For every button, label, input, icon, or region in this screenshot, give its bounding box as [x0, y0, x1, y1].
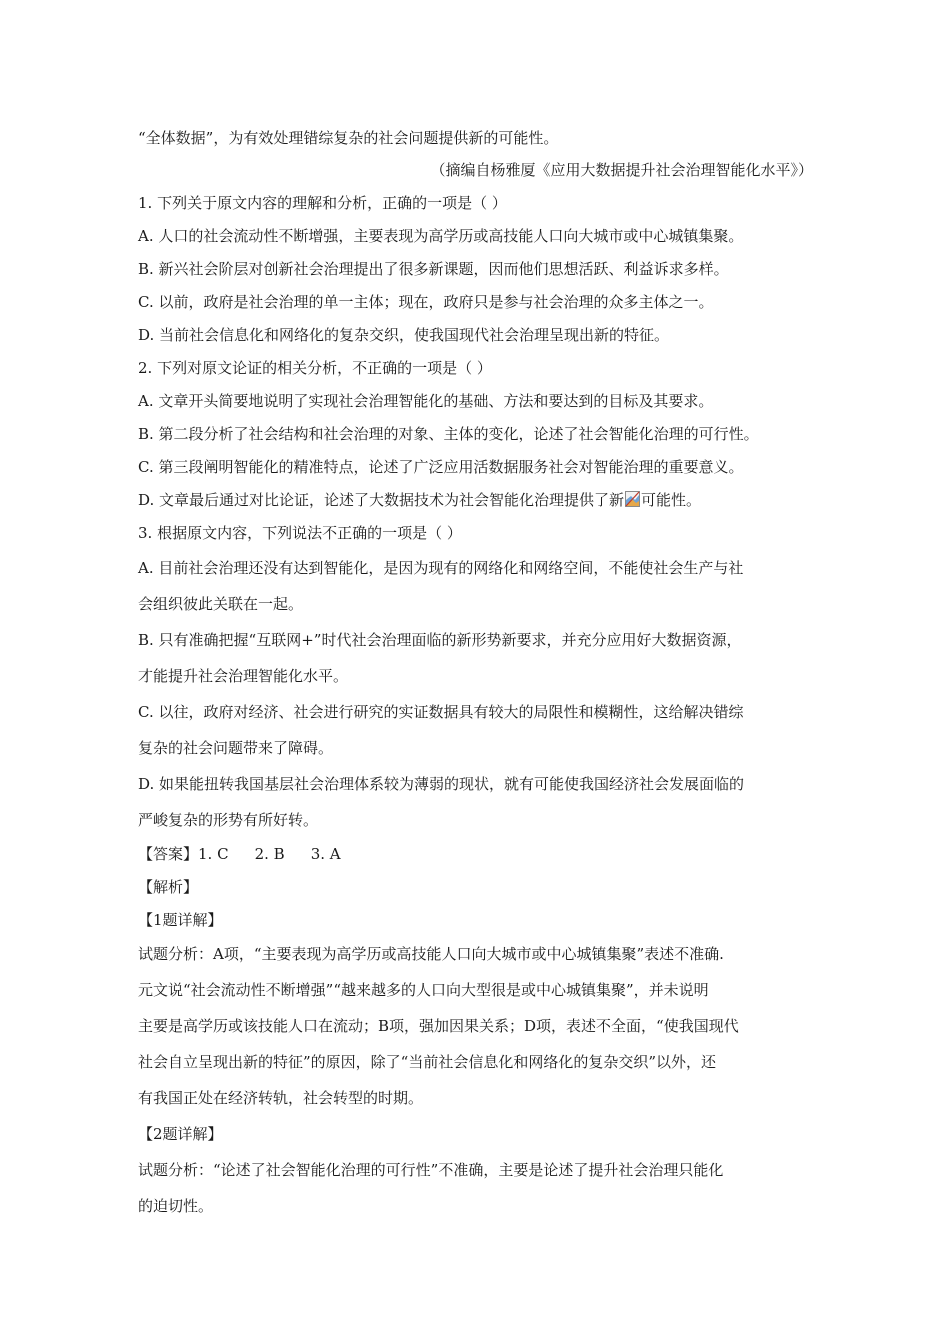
answer-2: 2. B — [254, 845, 285, 863]
detail-1-line: 试题分析：A项，“主要表现为高学历或高技能人口向大城市或中心城镇集聚”表述不准确. — [138, 945, 724, 963]
detail-2-line: 试题分析：“论述了社会智能化治理的可行性”不准确，主要是论述了提升社会治理只能化 — [138, 1161, 724, 1179]
question-3-option-b-line1: B. 只有准确把握“互联网+”时代社会治理面临的新形势新要求，并充分应用好大数据资源， — [138, 631, 742, 649]
question-2-option-d-text: D. 文章最后通过对比论证，论述了大数据技术为社会智能化治理提供了新 — [138, 491, 625, 509]
question-2-option-c: C. 第三段阐明智能化的精准特点，论述了广泛应用活数据服务社会对智能治理的重要意义。 — [138, 458, 744, 476]
answer-line — [138, 844, 341, 864]
answer-label: 【答案】 — [138, 845, 199, 863]
question-3-option-c-line2: 复杂的社会问题带来了障碍。 — [138, 739, 334, 757]
question-2-option-d — [138, 490, 701, 510]
detail-1-line: 有我国正处在经济转轨，社会转型的时期。 — [138, 1089, 424, 1107]
question-1-option-c: C. 以前，政府是社会治理的单一主体；现在，政府只是参与社会治理的众多主体之一。 — [138, 293, 714, 311]
question-3-stem: 3. 根据原文内容，下列说法不正确的一项是（ ） — [138, 524, 462, 542]
question-3-option-d-line1: D. 如果能扭转我国基层社会治理体系较为薄弱的现状，就有可能使我国经济社会发展面临的 — [138, 775, 745, 793]
question-2-option-b: B. 第二段分析了社会结构和社会治理的对象、主体的变化，论述了社会智能化治理的可行性。 — [138, 425, 759, 443]
question-1-stem: 1. 下列关于原文内容的理解和分析，正确的一项是（ ） — [138, 194, 507, 212]
source-citation: （摘编自杨雅厦《应用大数据提升社会治理智能化水平》） — [430, 161, 813, 179]
detail-2-title: 【2题详解】 — [138, 1125, 223, 1143]
detail-1-line: 元文说“社会流动性不断增强”“越来越多的人口向大型很是或中心城镇集聚”，并未说明 — [138, 981, 709, 999]
question-3-option-a-line1: A. 目前社会治理还没有达到智能化，是因为现有的网络化和网络空间，不能使社会生产与社 — [138, 559, 744, 577]
question-3-option-d-line2: 严峻复杂的形势有所好转。 — [138, 811, 319, 829]
detail-1-title: 【1题详解】 — [138, 911, 223, 929]
question-1-option-a: A. 人口的社会流动性不断增强，主要表现为高学历或高技能人口向大城市或中心城镇集聚。 — [138, 227, 744, 245]
intro-line: “全体数据”，为有效处理错综复杂的社会问题提供新的可能性。 — [138, 129, 559, 147]
question-2-stem: 2. 下列对原文论证的相关分析，不正确的一项是（ ） — [138, 359, 492, 377]
detail-2-line: 的迫切性。 — [138, 1197, 214, 1215]
answer-3: 3. A — [310, 845, 341, 863]
answer-1: 1. C — [198, 845, 229, 863]
question-2-option-a: A. 文章开头简要地说明了实现社会治理智能化的基础、方法和要达到的目标及其要求。 — [138, 392, 714, 410]
analysis-label: 【解析】 — [138, 878, 199, 896]
question-1-option-b: B. 新兴社会阶层对创新社会治理提出了很多新课题，因而他们思想活跃、利益诉求多样。 — [138, 260, 729, 278]
question-2-option-d-end: 可能性。 — [641, 491, 702, 509]
detail-1-line: 社会自立呈现出新的特征”的原因，除了“当前社会信息化和网络化的复杂交织”以外，还 — [138, 1053, 717, 1071]
question-3-option-c-line1: C. 以往，政府对经济、社会进行研究的实证数据具有较大的局限性和模糊性，这给解决错综 — [138, 703, 744, 721]
question-3-option-b-line2: 才能提升社会治理智能化水平。 — [138, 667, 349, 685]
question-3-option-a-line2: 会组织彼此关联在一起。 — [138, 595, 304, 613]
broken-image-icon — [625, 491, 640, 507]
detail-1-line: 主要是高学历或该技能人口在流动；B项，强加因果关系；D项，表述不全面，“使我国现代 — [138, 1017, 739, 1035]
question-1-option-d: D. 当前社会信息化和网络化的复杂交织，使我国现代社会治理呈现出新的特征。 — [138, 326, 670, 344]
